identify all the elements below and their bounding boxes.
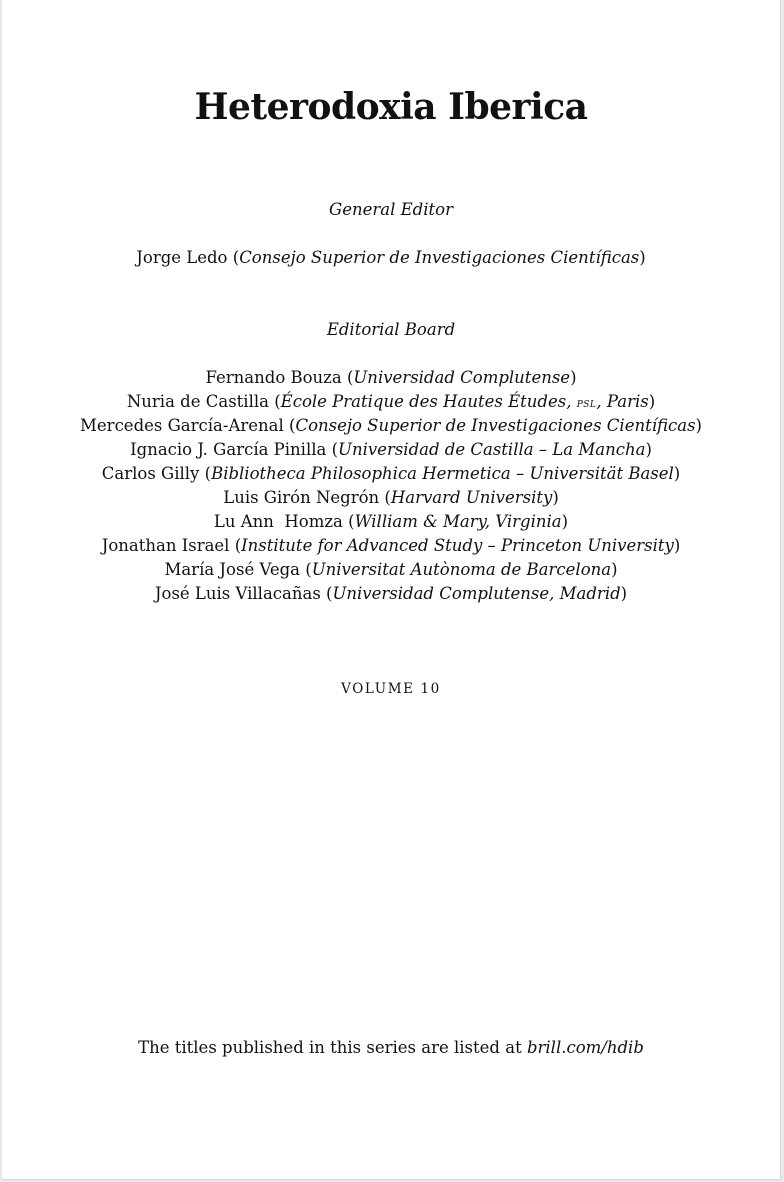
board-member: Carlos Gilly (Bibliotheca Philosophica Hermetica – Universität Basel) — [101, 464, 681, 483]
board-member-affiliation: Universitat Autònoma de Barcelona — [311, 560, 612, 579]
editorial-board-list — [2, 366, 780, 606]
board-member: Lu Ann Homza (William & Mary, Virginia) — [213, 512, 569, 531]
board-member-name: Ignacio J. García Pinilla — [130, 440, 327, 459]
board-member: Luis Girón Negrón (Harvard University) — [223, 488, 559, 507]
board-member: María José Vega (Universitat Autònoma de Barcelona) — [164, 560, 618, 579]
general-editor-affiliation: Consejo Superior de Investigaciones Científicas — [239, 248, 640, 267]
board-member: Fernando Bouza (Universidad Complutense) — [205, 368, 577, 387]
board-member: Ignacio J. García Pinilla (Universidad de Castilla – La Mancha) — [130, 440, 652, 459]
board-member-affiliation: Consejo Superior de Investigaciones Científicas — [295, 416, 696, 435]
board-member-name: Carlos Gilly — [101, 464, 200, 483]
series-page — [2, 0, 781, 1180]
board-member-name: José Luis Villacañas — [154, 584, 321, 603]
board-member-name: Lu Ann Homza — [213, 512, 343, 531]
board-member-name: Mercedes García-Arenal — [80, 416, 284, 435]
board-member-affiliation-city: , Paris — [596, 392, 649, 411]
general-editor-label: General Editor — [329, 200, 453, 219]
board-member-affiliation: Universidad Complutense — [353, 368, 571, 387]
board-member-affiliation-abbrev: psl — [576, 396, 597, 411]
board-member-name: Luis Girón Negrón — [223, 488, 380, 507]
board-member-affiliation: Harvard University — [390, 488, 553, 507]
series-title: Heterodoxia Iberica — [194, 86, 588, 128]
general-editor-entry: Jorge Ledo (Consejo Superior de Investigaciones Científicas) — [136, 248, 646, 267]
board-member: Nuria de Castilla (École Pratique des Hautes Études, psl, Paris) — [126, 392, 656, 411]
board-member-affiliation: École Pratique des Hautes Études, — [280, 392, 577, 411]
board-member-name: Jonathan Israel — [101, 536, 230, 555]
board-member-affiliation: Universidad de Castilla – La Mancha — [338, 440, 646, 459]
board-member-affiliation: Bibliotheca Philosophica Hermetica – Universität Basel — [211, 464, 674, 483]
series-listing-link[interactable]: brill.com/hdib — [526, 1038, 644, 1057]
volume-number: VOLUME 10 — [341, 681, 441, 697]
board-member: Jonathan Israel (Institute for Advanced Study – Princeton University) — [101, 536, 681, 555]
board-member-affiliation: Universidad Complutense, Madrid — [332, 584, 621, 603]
series-listing-note — [2, 1036, 780, 1060]
general-editor-name: Jorge Ledo — [136, 248, 228, 267]
board-member-affiliation: William & Mary, Virginia — [354, 512, 562, 531]
board-member-affiliation: Institute for Advanced Study – Princeton University — [241, 536, 674, 555]
board-member-name: Nuria de Castilla — [126, 392, 269, 411]
board-member-name: Fernando Bouza — [205, 368, 342, 387]
editorial-board-label: Editorial Board — [326, 320, 456, 339]
board-member: José Luis Villacañas (Universidad Complutense, Madrid) — [154, 584, 628, 603]
series-listing-text: The titles published in this series are listed at — [138, 1038, 527, 1057]
board-member: Mercedes García-Arenal (Consejo Superior de Investigaciones Científicas) — [80, 416, 702, 435]
board-member-name: María José Vega — [164, 560, 301, 579]
